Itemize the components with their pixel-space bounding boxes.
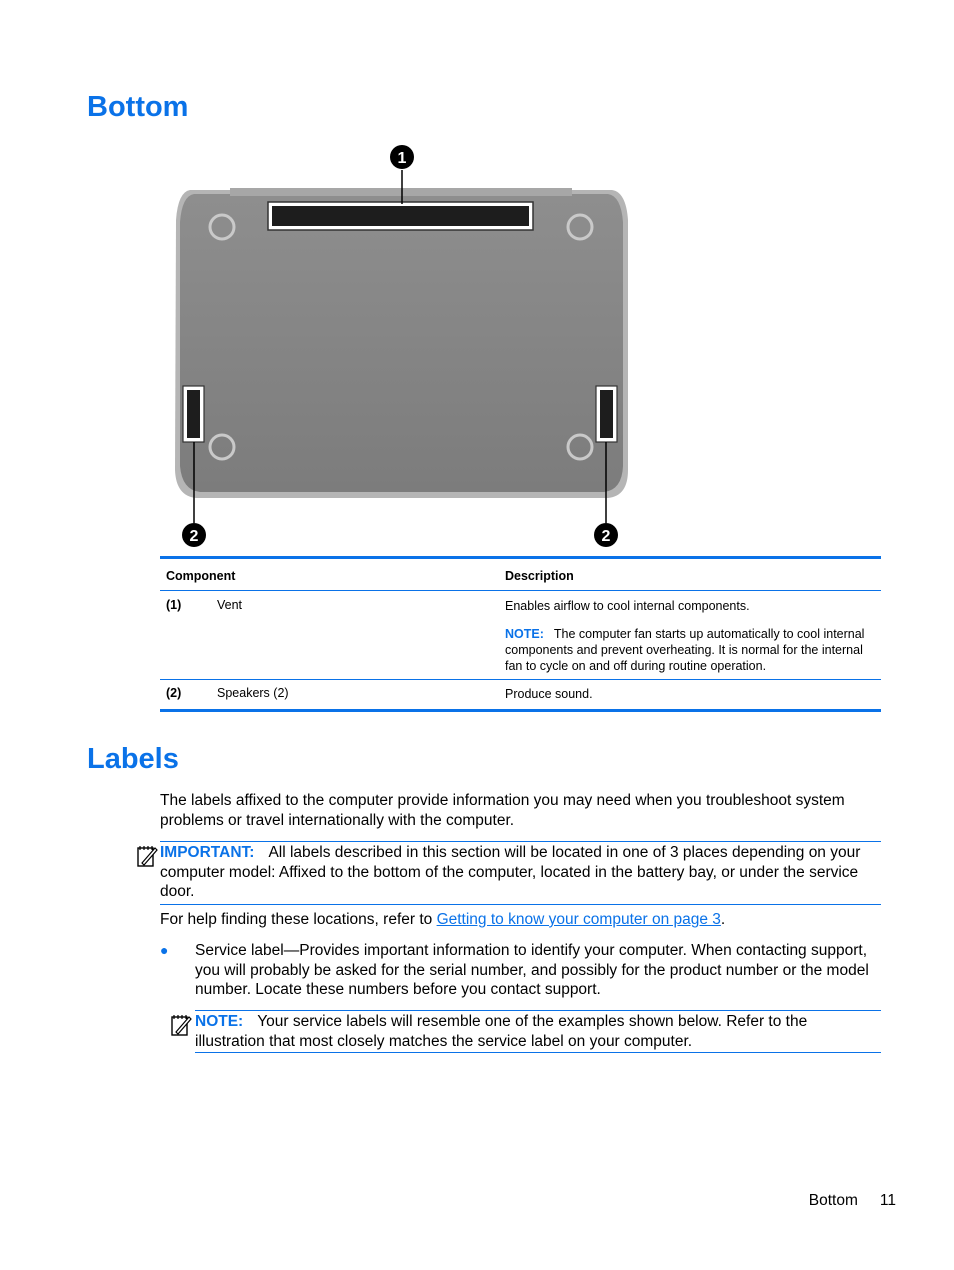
svg-text:2: 2 xyxy=(189,528,199,545)
row-note-text: The computer fan starts up automatically to cool internal components and prevent overheating. It is normal for the internal fan to cycle on and off during routine operation. xyxy=(505,627,865,673)
service-label-bullet-text: Service label—Provides important information to identify your computer. When contacting support, you will probably be asked for the serial number, and possibly for the product number or the model number. Locate these numbers before you contact support. xyxy=(195,942,869,998)
speaker-left xyxy=(187,390,200,438)
row-component-name: Vent xyxy=(217,598,243,612)
row-number: (1) xyxy=(166,598,182,612)
labels-intro-paragraph: The labels affixed to the computer provide information you may need when you troubleshoot system problems or travel internationally with the computer. xyxy=(160,792,845,829)
row-note-label: NOTE: xyxy=(505,627,544,641)
important-label: IMPORTANT: xyxy=(160,844,255,861)
help-suffix: . xyxy=(720,911,726,928)
vent-grille xyxy=(272,206,529,226)
speaker-right xyxy=(600,390,613,438)
getting-to-know-link[interactable]: Getting to know your computer on page 3 xyxy=(436,911,721,928)
important-notice xyxy=(160,841,881,905)
chassis-panel xyxy=(180,194,623,492)
help-paragraph xyxy=(160,910,882,930)
important-note-icon xyxy=(136,844,158,868)
hinge-strip xyxy=(230,188,572,196)
callout-badge-2-right xyxy=(594,523,618,547)
header-component: Component xyxy=(166,569,236,583)
bullet-point: ● xyxy=(160,942,169,958)
footer-section: Bottom xyxy=(808,1192,858,1209)
callout-badge-2-left xyxy=(182,523,206,547)
section-heading-labels: Labels xyxy=(87,743,179,775)
row-note xyxy=(505,626,877,674)
help-prefix: For help finding these locations, refer to xyxy=(160,911,437,928)
component-table xyxy=(160,556,881,712)
row-description: Produce sound. xyxy=(505,687,593,701)
important-text: All labels described in this section will be located in one of 3 places depending on your computer model: Affixed to the bottom of the computer, located in the battery bay, or under the service door. xyxy=(160,844,861,900)
page-footer xyxy=(809,1192,896,1210)
table-header-row xyxy=(160,559,881,591)
row-component-name: Speakers (2) xyxy=(217,686,289,700)
page-number: 11 xyxy=(879,1192,896,1209)
table-row xyxy=(160,591,881,680)
row-description-text: Enables airflow to cool internal components. xyxy=(505,599,750,613)
note-label: NOTE: xyxy=(195,1013,244,1030)
computer-bottom-illustration xyxy=(160,140,640,552)
row-number: (2) xyxy=(166,686,182,700)
svg-text:2: 2 xyxy=(601,528,611,545)
svg-text:1: 1 xyxy=(397,150,407,167)
note-text: Your service labels will resemble one of the examples shown below. Refer to the illustration that most closely matches the service label on your computer. xyxy=(195,1013,808,1050)
service-label-note xyxy=(195,1010,881,1053)
table-row xyxy=(160,680,881,709)
callout-badge-1 xyxy=(390,145,414,169)
row-description xyxy=(505,598,877,674)
section-heading-bottom: Bottom xyxy=(87,91,189,123)
note-icon xyxy=(170,1013,192,1037)
header-description: Description xyxy=(505,569,574,583)
